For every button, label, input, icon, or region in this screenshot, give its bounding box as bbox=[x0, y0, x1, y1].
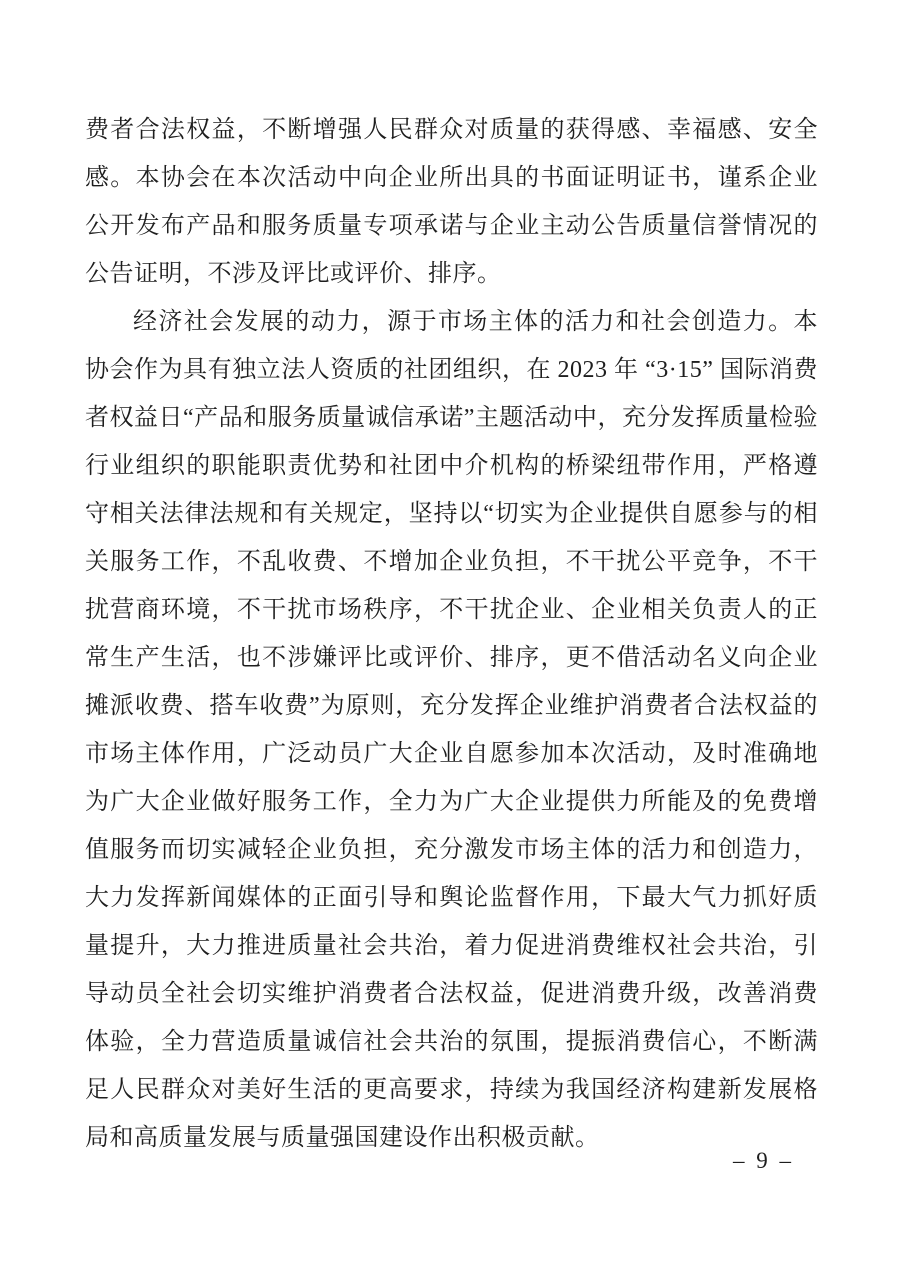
document-body bbox=[85, 106, 818, 1162]
body-paragraph: 经济社会发展的动力，源于市场主体的活力和社会创造力。本协会作为具有独立法人资质的社团组织，在 2023 年 “3·15” 国际消费者权益日“产品和服务质量诚信承诺”主题活动中，充分发挥质量检验行业组织的职能职责优势和社团中介机构的桥梁纽带作用，严格遵守相关法律法规和有关规定，坚持以“切实为企业提供自愿参与的相关服务工作，不乱收费、不增加企业负担，不干扰公平竞争，不干扰营商环境，不干扰市场秩序，不干扰企业、企业相关负责人的正常生产生活，也不涉嫌评比或评价、排序，更不借活动名义向企业摊派收费、搭车收费”为原则，充分发挥企业维护消费者合法权益的市场主体作用，广泛动员广大企业自愿参加本次活动，及时准确地为广大企业做好服务工作，全力为广大企业提供力所能及的免费增值服务而切实减轻企业负担，充分激发市场主体的活力和创造力，大力发挥新闻媒体的正面引导和舆论监督作用，下最大气力抓好质量提升，大力推进质量社会共治，着力促进消费维权社会共治，引导动员全社会切实维护消费者合法权益，促进消费升级，改善消费体验，全力营造质量诚信社会共治的氛围，提振消费信心，不断满足人民群众对美好生活的更高要求，持续为我国经济构建新发展格局和高质量发展与质量强国建设作出积极贡献。 bbox=[85, 309, 818, 1151]
body-paragraph: 费者合法权益，不断增强人民群众对质量的获得感、幸福感、安全感。本协会在本次活动中向企业所出具的书面证明证书，谨系企业公开发布产品和服务质量专项承诺与企业主动公告质量信誉情况的公告证明，不涉及评比或评价、排序。 bbox=[85, 117, 818, 287]
page-number: – 9 – bbox=[733, 1148, 794, 1173]
